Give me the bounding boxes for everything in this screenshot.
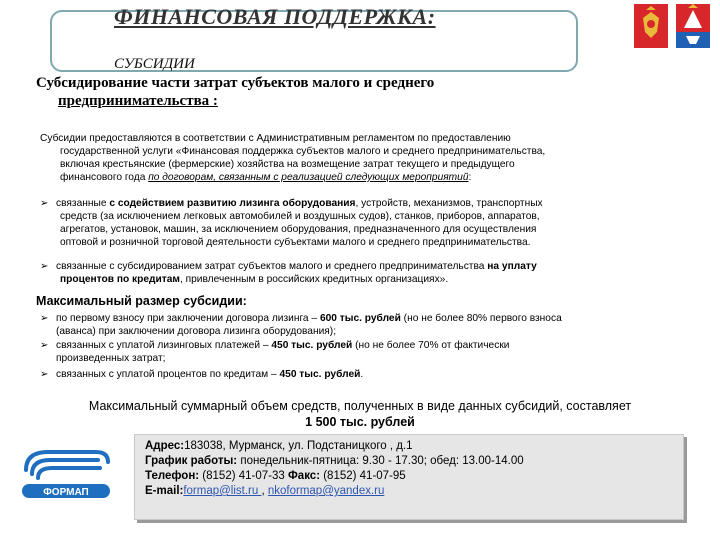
russia-coat-of-arms-icon <box>634 4 668 48</box>
hours-value: понедельник-пятница: 9.30 - 17.30; обед: 13.00-14.00 <box>237 455 524 467</box>
emblems <box>632 2 712 50</box>
logo-text: ФОРМАП <box>43 487 89 498</box>
intro-line-2: государственной услуги «Финансовая поддержка субъектов малого и среднего предпринимательства, <box>60 146 546 157</box>
intro-paragraph <box>40 132 680 184</box>
contact-box <box>134 434 684 520</box>
heading-line-1: Субсидирование части затрат субъектов малого и среднего <box>36 75 435 91</box>
list-item <box>40 197 690 249</box>
list-item <box>40 339 690 365</box>
heading-line-2: предпринимательства <box>58 93 210 109</box>
section-heading <box>36 74 696 110</box>
intro-line-4-start: финансового года <box>60 172 149 183</box>
bullet-1-line-4: оптовой и розничной торговой деятельности субъектами малого и среднего предпринимательства. <box>60 237 531 248</box>
list-item <box>40 260 690 286</box>
arrow-bullet-icon: ➢ <box>40 261 49 272</box>
bullet-2-start: связанные с субсидированием затрат субъектов малого и среднего предпринимательства <box>56 261 488 272</box>
bullet-2-line-2-end: , привлеченным в российских кредитных организациях». <box>179 274 449 285</box>
bullet-1-line-2: средств (за исключением легковых автомобилей и воздушных судов), станков, приборов, аппаратов, <box>60 211 540 222</box>
page-subtitle: СУБСИДИИ <box>114 56 195 72</box>
bullet-1-end: , устройств, механизмов, транспортных <box>355 198 543 209</box>
bullet-1-start: связанные <box>56 198 110 209</box>
max-item-1-line-2: (аванса) при заключении договора лизинга оборудования); <box>56 326 337 337</box>
hours-label: График работы: <box>145 455 238 467</box>
arrow-bullet-icon: ➢ <box>40 313 49 324</box>
max-item-1-bold: 600 тыс. рублей <box>319 313 401 324</box>
intro-line-3: включая крестьянские (фермерские) хозяйства на возмещение затрат текущего и предыдущего <box>60 159 515 170</box>
email-link-1[interactable]: formap@list.ru <box>183 485 262 497</box>
max-item-3-start: связанных с уплатой процентов по кредитам – <box>56 369 280 380</box>
bullet-2-bold: на уплату <box>487 261 537 272</box>
murmansk-coat-of-arms-icon <box>676 4 710 48</box>
arrow-bullet-icon: ➢ <box>40 369 49 380</box>
max-item-3-end: . <box>360 369 364 380</box>
address-label: Адрес: <box>145 440 185 452</box>
email-separator: , <box>261 485 268 497</box>
address-value: 183038, Мурманск, ул. Подстаницкого , д.1 <box>184 440 413 452</box>
max-item-2-bold: 450 тыс. рублей <box>271 340 353 351</box>
phone-value: (8152) 41-07-33 <box>199 470 288 482</box>
arrow-bullet-icon: ➢ <box>40 198 49 209</box>
max-item-2-line-2: произведенных затрат; <box>56 353 166 364</box>
phone-label: Телефон: <box>145 470 200 482</box>
max-item-1-end: (но не более 80% первого взноса <box>400 313 562 324</box>
list-item <box>40 312 690 338</box>
max-item-1-start: по первому взносу при заключении договора лизинга – <box>56 313 320 324</box>
bullet-2-line-2-bold: процентов по кредитам <box>60 274 180 285</box>
max-item-3-bold: 450 тыс. рублей <box>279 369 361 380</box>
email-link-2[interactable]: nkoformap@yandex.ru <box>267 485 385 497</box>
intro-line-4-em: по договорам, связанным с реализацией следующих мероприятий <box>148 172 469 183</box>
list-item <box>40 368 690 381</box>
email-label: E-mail: <box>145 485 184 497</box>
page-title: ФИНАНСОВАЯ ПОДДЕРЖКА: <box>114 4 436 29</box>
max-total-line-1: Максимальный суммарный объем средств, полученных в виде данных субсидий, составляет <box>88 399 632 413</box>
bullet-1-bold: с содействием развитию лизинга оборудования <box>109 198 356 209</box>
title-box <box>50 4 578 72</box>
bullet-1-line-3: агрегатов, установок, машин, за исключением оборудования, предназначенного для осуществления <box>60 224 537 235</box>
max-total-amount: 1 500 тыс. рублей <box>305 415 415 429</box>
formap-logo <box>18 444 114 504</box>
intro-line-4-end: : <box>468 172 472 183</box>
max-total <box>40 398 680 430</box>
arrow-bullet-icon: ➢ <box>40 340 49 351</box>
heading-line-2-suffix: : <box>209 93 218 109</box>
max-item-2-end: (но не более 70% от фактически <box>352 340 510 351</box>
intro-line-1: Субсидии предоставляются в соответствии с Административным регламентом по предоставлению <box>40 133 511 144</box>
fax-value: (8152) 41-07-95 <box>320 470 406 482</box>
max-subsidy-heading: Максимальный размер субсидии: <box>36 294 247 308</box>
fax-label: Факс: <box>287 470 321 482</box>
max-item-2-start: связанных с уплатой лизинговых платежей – <box>56 340 272 351</box>
